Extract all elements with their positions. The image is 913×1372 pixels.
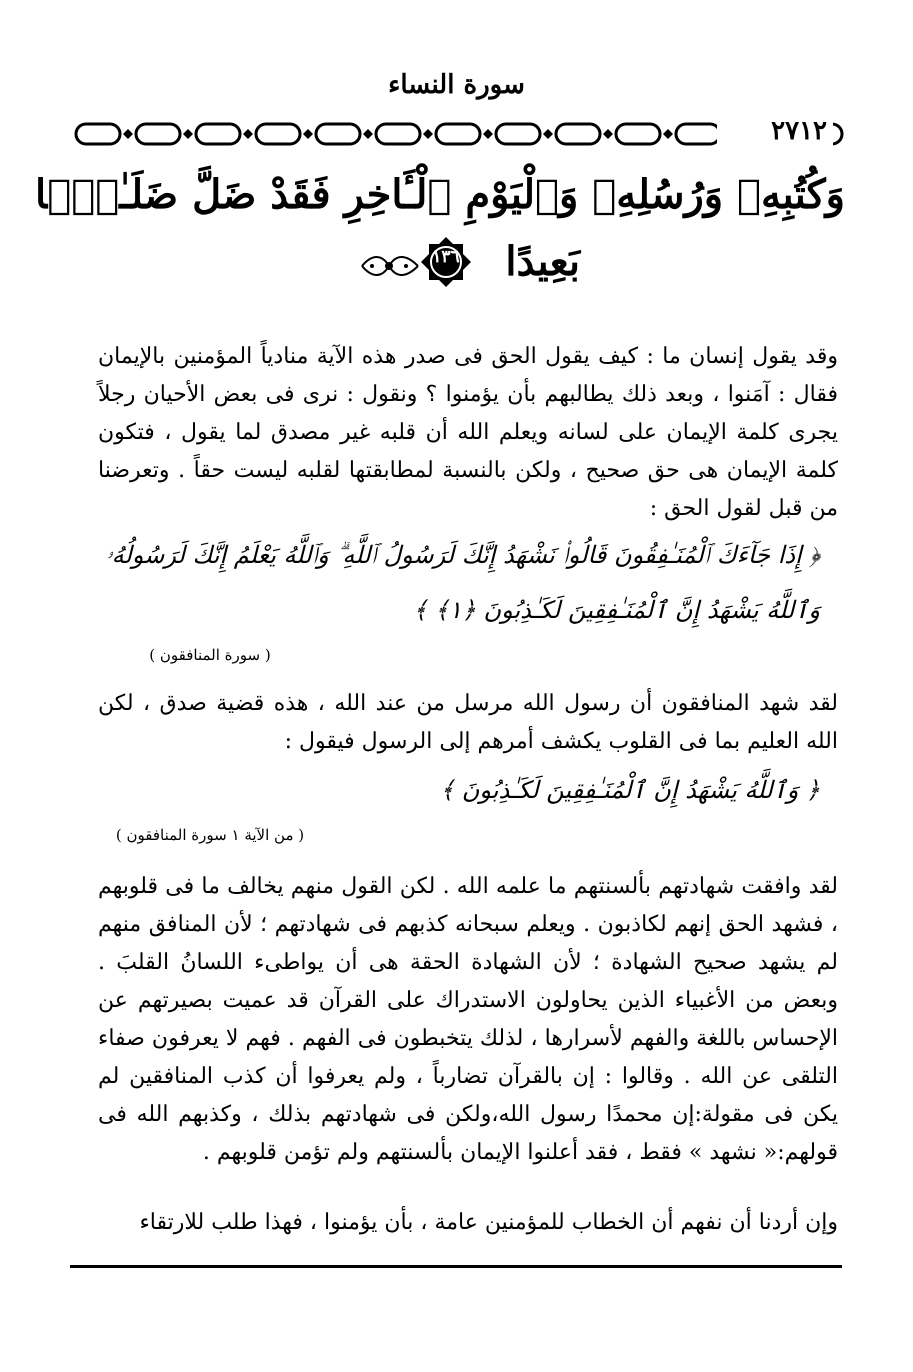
verse-end-flourish-icon [358,246,420,286]
paragraph-1: وقد يقول إنسان ما : كيف يقول الحق فى صدر هذه الآية منادياً المؤمنين بالإيمان فقال : آمَنوا ، وبعد ذلك يطالبهم بأن يؤمنوا ؟ ونقول : نرى فى بعض الأحيان رجلاً يجرى كلمة الإيمان على لسانه ويعلم الله أن قلبه غير مصدق لما يقول ، فتكون كلمة الإيمان هى حق صحيح ، ولكن بالنسبة لمطابقتها لقلبه ليست حقاً . وتعرضنا من قبل لقول الحق : [98,344,839,521]
ayah-number: ١٣٦ [432,247,460,267]
page-number: ٢٧١٢ [717,114,833,148]
quote-source-2: ( من الآية ١ سورة المنافقون ) [115,826,305,844]
paragraph-3: لقد وافقت شهادتهم بألسنتهم ما علمه الله . لكن القول منهم يخالف ما فى قلوبهم ، فشهد الحق إنهم لكاذبون . ويعلم سبحانه كذبهم فى شهادتهم ؛ لأن المنافق منهم لم يشهد صحيح الشهادة ؛ لأن الشهادة الحقة هى أن يواطىء اللسانُ القلبَ . وبعض من الأغبياء الذين يحاولون الاستدراك على القرآن قد عميت بصيرتهم عن الإحساس باللغة والفهم لأسرارها ، لذلك يتخبطون فى الفهم . فهم لا يعرفون صفاء التلقى عن الله . وقالوا : إن بالقرآن تضارباً ، ولم يعرفوا أن كذب المنافقين لم يكن فى مقولة:إن محمدًا رسول الله،ولكن فى شهادتهم بذلك ، وكذبهم الله فى قولهم:« نشهد » فقط ، فقد أعلنوا الإيمان بألسنتهم ولم تؤمن قلوبهم . [98,874,838,1165]
quran-verse-line-1: وَكُتُبِهِۦ وَرُسُلِهِۦ وَٱلْيَوْمِ ٱلْـَٔاخِرِ فَقَدْ ضَلَّ ضَلَـٰلًۢا [35,171,845,218]
quran-quote-1-line-2: وَٱللَّهُ يَشْهَدُ إِنَّ ٱلْمُنَـٰفِقِينَ لَكَـٰذِبُونَ ﴿١﴾ ﴾ [413,596,820,624]
quran-quote-1-line-1: ﴿ إِذَا جَآءَكَ ٱلْمُنَـٰفِقُونَ قَالُوا۟ نَشْهَدُ إِنَّكَ لَرَسُولُ ٱللَّهِ ۗ وَٱللَّهُ يَعْلَمُ إِنَّكَ لَرَسُولُهُۥ [105,541,820,569]
quran-quote-2: ﴿ وَٱللَّهُ يَشْهَدُ إِنَّ ٱلْمُنَـٰفِقِينَ لَكَـٰذِبُونَ ﴾ [440,776,820,804]
paragraph-4: وإن أردنا أن نفهم أن الخطاب للمؤمنين عامة ، بأن يؤمنوا ، فهذا طلب للارتقاء [139,1210,838,1235]
bottom-rule [70,1265,842,1268]
paragraph-2: لقد شهد المنافقون أن رسول الله مرسل من عند الله ، هذه قضية صدق ، لكن الله العليم بما فى القلوب يكشف أمرهم إلى الرسول فيقول : [98,691,838,754]
quran-verse-line-2: بَعِيدًا [505,238,580,285]
surah-title: سورة النساء [388,70,525,100]
quote-source-1: ( سورة المنافقون ) [149,646,271,664]
